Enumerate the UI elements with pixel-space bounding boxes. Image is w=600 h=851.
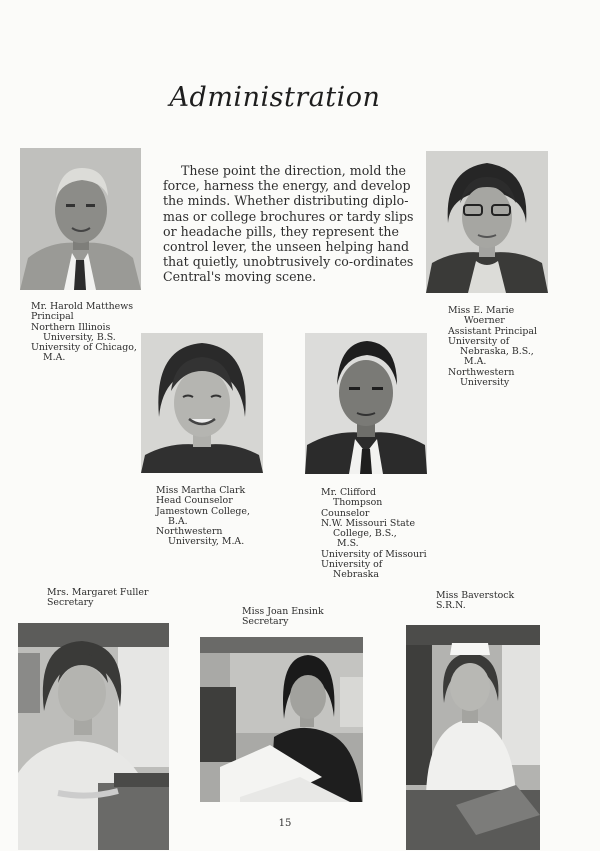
caption-line: Principal (31, 311, 74, 323)
caption-line: M.A. (464, 356, 487, 368)
caption-line: Head Counselor (156, 495, 233, 507)
caption-name: Mrs. Margaret Fuller (47, 587, 149, 598)
caption-woerner (448, 306, 537, 388)
caption-name: Thompson (333, 497, 383, 509)
caption-line: N.W. Missouri State (321, 517, 415, 529)
caption-line: M.A. (43, 352, 66, 364)
caption-baverstock (436, 591, 514, 612)
caption-line: Northwestern (156, 526, 223, 538)
caption-thompson (321, 488, 427, 581)
candid-photo-ensink (200, 637, 363, 802)
caption-line: Secretary (242, 616, 289, 628)
caption-line: Assistant Principal (448, 325, 538, 337)
candid-photo-baverstock (406, 625, 540, 850)
caption-line: University, M.A. (168, 536, 245, 548)
caption-clark (156, 486, 250, 548)
caption-line: Jamestown College, (156, 505, 250, 517)
intro-line: force, harness the energy, and develop (163, 178, 411, 194)
portrait-photo-clark (141, 333, 263, 473)
candid-photo-fuller (18, 623, 169, 850)
intro-line: control lever, the unseen helping hand (163, 239, 410, 255)
intro-line: that quietly, unobtrusively co-ordinates (163, 254, 414, 270)
intro-line: or headache pills, they represent the (163, 223, 399, 239)
caption-line: Northern Illinois (31, 321, 111, 333)
caption-line: University of (321, 559, 383, 571)
caption-line: University of (448, 335, 510, 347)
caption-ensink (242, 607, 324, 628)
portrait-photo-matthews (20, 148, 141, 290)
intro-line: the minds. Whether distributing diplo- (163, 193, 409, 209)
caption-name: Miss Baverstock (436, 590, 515, 601)
caption-name: Mr. Harold Matthews (31, 301, 134, 312)
caption-line: University of Chicago, (31, 342, 137, 354)
intro-paragraph (163, 163, 413, 285)
caption-line: M.S. (337, 538, 359, 550)
caption-line: Nebraska, B.S., (460, 346, 534, 358)
caption-line: S.R.N. (436, 600, 466, 612)
caption-line: University (460, 377, 510, 389)
page-title: Administration (169, 82, 381, 113)
portrait-photo-woerner (426, 151, 548, 293)
caption-name: Miss E. Marie (448, 305, 515, 316)
caption-name: Mr. Clifford (321, 487, 376, 498)
caption-line: Nebraska (333, 569, 379, 581)
intro-line: Central's moving scene. (163, 269, 317, 285)
caption-line: College, B.S., (333, 528, 397, 540)
intro-line: mas or college brochures or tardy slips (163, 208, 414, 224)
caption-fuller (47, 588, 148, 609)
caption-name: Woerner (464, 315, 505, 327)
caption-line: Counselor (321, 507, 370, 519)
caption-line: B.A. (168, 515, 188, 527)
caption-line: University of Missouri (321, 548, 427, 560)
page-number: 15 (278, 818, 292, 829)
caption-name: Miss Martha Clark (156, 485, 246, 496)
caption-matthews (31, 302, 137, 364)
caption-name: Miss Joan Ensink (242, 606, 324, 617)
caption-line: University, B.S. (43, 331, 116, 343)
portrait-photo-thompson (305, 333, 427, 474)
intro-line: These point the direction, mold the (181, 163, 407, 178)
caption-line: Secretary (47, 597, 94, 609)
caption-line: Northwestern (448, 366, 515, 378)
